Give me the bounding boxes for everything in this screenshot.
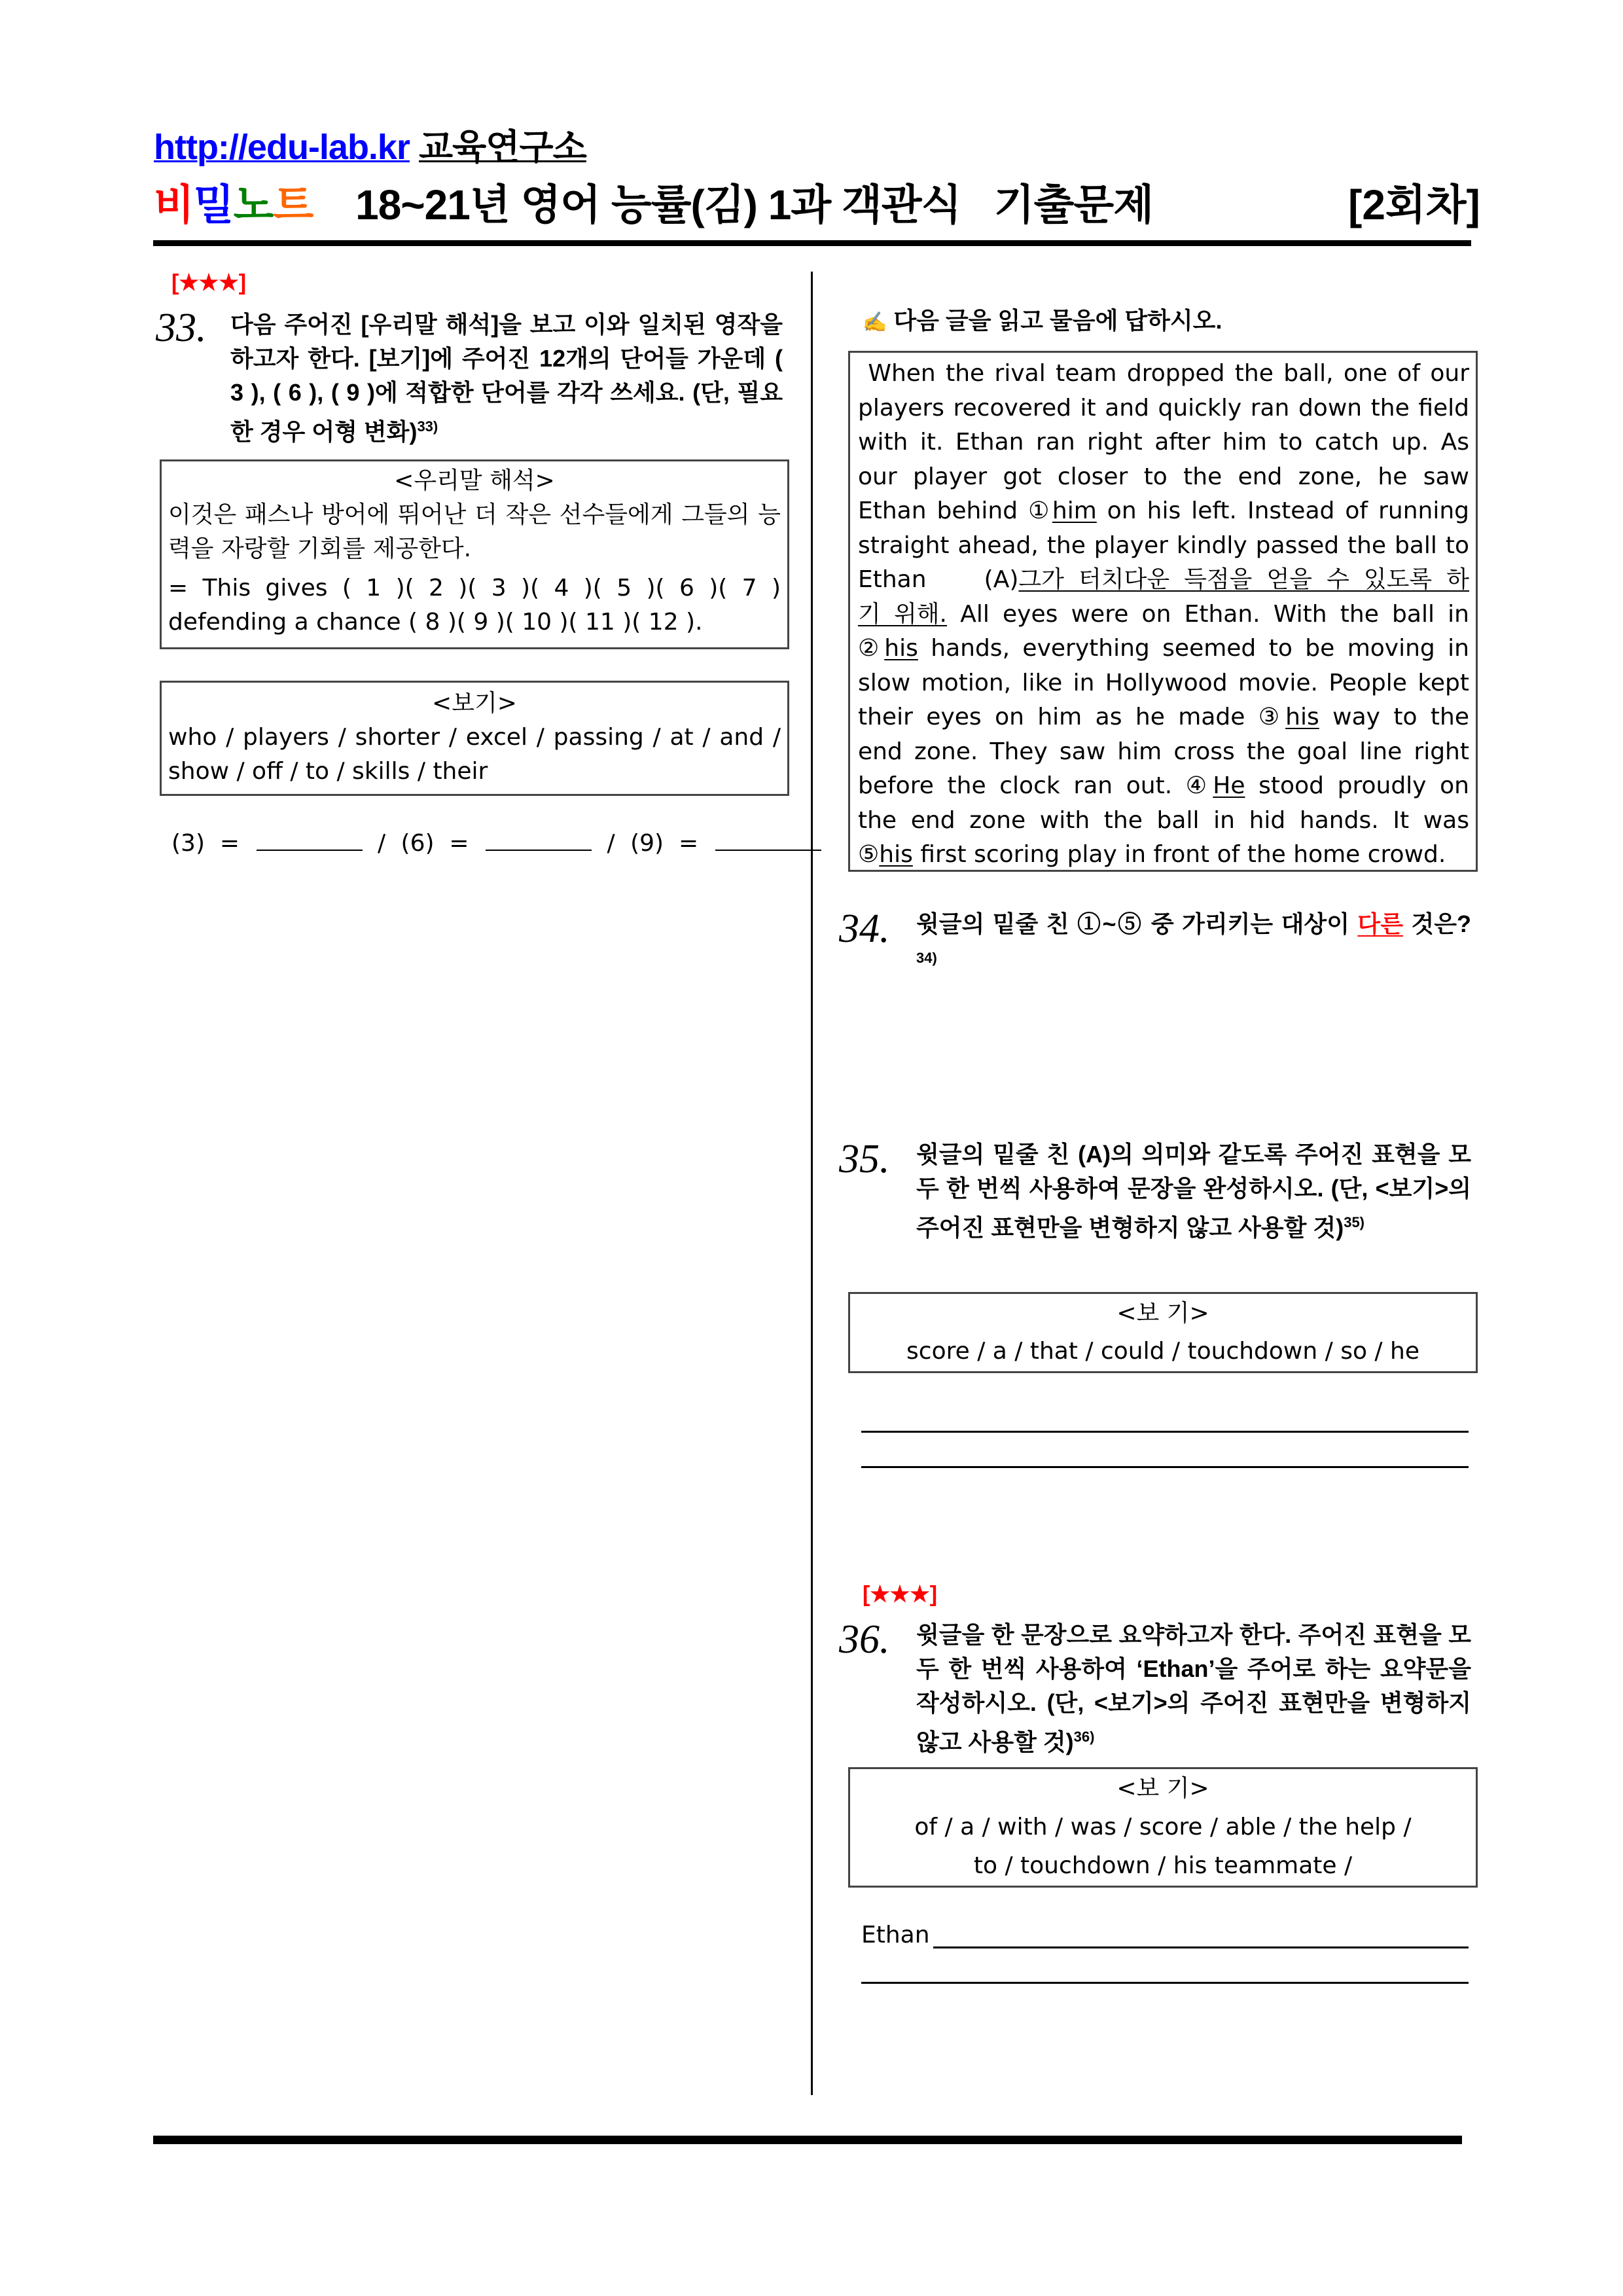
instruction-text: 윗글의 밑줄 친 (A)의 의미와 같도록 주어진 표현을 모두 한 번씩 사용하여 문장을 완성하시오. (단, <보기>의 주어진 표현만을 변형하지 않고 사용할 것) bbox=[916, 1141, 1471, 1241]
marker-2: ② bbox=[858, 635, 885, 662]
answer-row bbox=[171, 830, 821, 857]
text: All eyes were on Ethan. With the ball in bbox=[946, 600, 1469, 628]
difficulty-stars: [★★★] bbox=[863, 1582, 938, 1607]
question-number: 34. bbox=[839, 906, 890, 951]
korean-translation: 이것은 패스나 방어에 뛰어난 더 작은 선수들에게 그들의 능력을 자랑할 기회를 제공한다. bbox=[168, 501, 781, 562]
underlined-his-3: his bbox=[1285, 704, 1319, 730]
text: way to the bbox=[1319, 704, 1470, 730]
passage-line: straight ahead, the player kindly passed the ball to bbox=[858, 531, 1469, 559]
text: their eyes on him as he made bbox=[858, 704, 1258, 730]
difficulty-stars: [★★★] bbox=[171, 270, 247, 295]
marker-4: ④ bbox=[1185, 772, 1213, 799]
passage-line bbox=[858, 838, 1469, 872]
underlined-his-2: his bbox=[884, 635, 918, 662]
writing-hand-icon: ✍ bbox=[863, 312, 887, 333]
passage-line bbox=[858, 563, 1469, 598]
question-instruction bbox=[916, 1138, 1471, 1245]
footer-divider bbox=[153, 2136, 1462, 2144]
question-number: 36. bbox=[839, 1617, 890, 1662]
brand-char-4: 트 bbox=[273, 181, 313, 228]
text: stood proudly on bbox=[1245, 772, 1469, 799]
round-label: [2회차] bbox=[1348, 181, 1480, 228]
passage-instruction bbox=[863, 302, 1222, 336]
passage-line bbox=[858, 700, 1469, 735]
footnote-mark: 33) bbox=[417, 418, 438, 435]
passage-box bbox=[848, 351, 1478, 872]
text: hands, everything seemed to be moving in bbox=[918, 635, 1469, 662]
english-template-line1: = This gives ( 1 )( 2 )( 3 )( 4 )( 5 )( 6 )( 7 ) bbox=[168, 575, 781, 601]
passage-line: When the rival team dropped the ball, one of our bbox=[858, 360, 1470, 387]
answer-line-2[interactable] bbox=[861, 1466, 1469, 1468]
separator: / bbox=[377, 830, 386, 857]
passage-line bbox=[858, 494, 1469, 529]
answer-blank-6[interactable] bbox=[486, 830, 592, 851]
answer-line-2[interactable] bbox=[861, 1982, 1469, 1984]
answer-label-6: (6) = bbox=[401, 830, 469, 857]
answer-blank-3[interactable] bbox=[257, 830, 363, 851]
english-template-line2: defending a chance ( 8 )( 9 )( 10 )( 11 )( 12 ). bbox=[168, 609, 703, 636]
answer-blank-9[interactable] bbox=[715, 830, 821, 851]
word-bank-line-1: of / a / with / was / score / able / the help / bbox=[914, 1814, 1412, 1840]
instruction-text: 윗글을 한 문장으로 요약하고자 한다. 주어진 표현을 모두 한 번씩 사용하여 ‘Ethan’을 주어로 하는 요약문을 작성하시오. (단, <보기>의 주어진 표현만을 변형하지 않고 사용할 것) bbox=[916, 1621, 1471, 1755]
passage-line: players recovered it and quickly ran down the field bbox=[858, 394, 1469, 422]
answer-label-3: (3) = bbox=[171, 830, 240, 857]
site-url-link[interactable]: http://edu-lab.kr bbox=[154, 128, 410, 167]
box-title: <보 기> bbox=[1116, 1775, 1209, 1802]
translation-box bbox=[160, 459, 789, 649]
word-bank-box bbox=[160, 681, 789, 796]
question-instruction bbox=[230, 308, 783, 449]
underlined-he-4: He bbox=[1213, 772, 1245, 799]
instruction-text: 다음 글을 읽고 물음에 답하시오. bbox=[893, 307, 1222, 334]
footnote-mark: 34) bbox=[916, 950, 937, 966]
emphasis-different: 다른 bbox=[1357, 910, 1403, 937]
box-title: <우리말 해석> bbox=[394, 467, 555, 494]
separator: / bbox=[607, 830, 615, 857]
text: Ethan (A) bbox=[858, 566, 1019, 593]
marker-3: ③ bbox=[1258, 704, 1286, 730]
passage-line: with it. Ethan ran right after him to catch up. As bbox=[858, 429, 1469, 456]
instruction-text: 다음 주어진 [우리말 해석]을 보고 이와 일치된 영작을 하고자 한다. [보기]에 주어진 12개의 단어들 가운데 ( 3 ), ( 6 ), ( 9 )에 적합한 단어를 각각 쓰세요. (단, 필요한 경우 어형 변화) bbox=[230, 311, 783, 445]
site-name: 교육연구소 bbox=[418, 128, 586, 167]
passage-line: slow motion, like in Hollywood movie. People kept bbox=[858, 669, 1469, 696]
site-header bbox=[154, 119, 586, 170]
word-bank-line-2: to / touchdown / his teammate / bbox=[973, 1852, 1353, 1879]
brand-char-3: 노 bbox=[233, 181, 274, 228]
instruction-text: 윗글의 밑줄 친 ①~⑤ 중 가리키는 대상이 bbox=[916, 910, 1358, 937]
passage-line: our player got closer to the end zone, he saw bbox=[858, 463, 1469, 490]
brand-char-1: 비 bbox=[154, 181, 194, 228]
page-title bbox=[154, 171, 1153, 232]
question-instruction bbox=[916, 1618, 1471, 1759]
passage-line bbox=[858, 769, 1469, 804]
underlined-a-part2: 기 위해. bbox=[858, 600, 947, 628]
marker-5: ⑤ bbox=[858, 841, 880, 868]
passage-line bbox=[858, 598, 1469, 632]
underlined-a-part1: 그가 터치다운 득점을 얻을 수 있도록 하 bbox=[1018, 566, 1470, 593]
answer-line-1[interactable] bbox=[933, 1946, 1469, 1948]
box-title: <보기> bbox=[432, 690, 517, 717]
passage-text bbox=[850, 353, 1476, 876]
footnote-mark: 35) bbox=[1344, 1214, 1364, 1230]
header-divider bbox=[153, 240, 1471, 246]
underlined-his-5: his bbox=[879, 841, 913, 868]
answer-line-1[interactable] bbox=[861, 1431, 1469, 1433]
word-bank: score / a / that / could / touchdown / so / he bbox=[906, 1338, 1419, 1365]
word-bank-box bbox=[848, 1292, 1478, 1373]
box-title: <보 기> bbox=[1116, 1300, 1209, 1327]
question-instruction bbox=[916, 907, 1471, 980]
instruction-text: 것은? bbox=[1411, 910, 1471, 937]
title-text: 18~21년 영어 능률(김) 1과 객관식 기출문제 bbox=[355, 181, 1154, 228]
text: first scoring play in front of the home crowd. bbox=[912, 841, 1446, 868]
column-divider bbox=[811, 272, 813, 2095]
word-bank-box bbox=[848, 1767, 1478, 1888]
question-number: 35. bbox=[839, 1137, 890, 1181]
text: before the clock ran out. bbox=[858, 772, 1186, 799]
passage-line bbox=[858, 632, 1469, 666]
question-number: 33. bbox=[156, 306, 207, 350]
passage-line: the end zone with the ball in hid hands. It was bbox=[858, 806, 1469, 834]
passage-line: end zone. They saw him cross the goal line right bbox=[858, 738, 1469, 765]
brand-char-2: 밀 bbox=[193, 181, 234, 228]
text: Ethan behind bbox=[858, 497, 1029, 524]
word-bank: who / players / shorter / excel / passing / at / and / show / off / to / skills / their bbox=[168, 724, 781, 785]
marker-1: ① bbox=[1028, 497, 1052, 524]
answer-label-9: (9) = bbox=[630, 830, 699, 857]
text: on his left. Instead of running bbox=[1096, 497, 1469, 524]
underlined-him: him bbox=[1052, 497, 1097, 524]
footnote-mark: 36) bbox=[1073, 1729, 1095, 1745]
answer-prefix: Ethan bbox=[861, 1922, 930, 1948]
